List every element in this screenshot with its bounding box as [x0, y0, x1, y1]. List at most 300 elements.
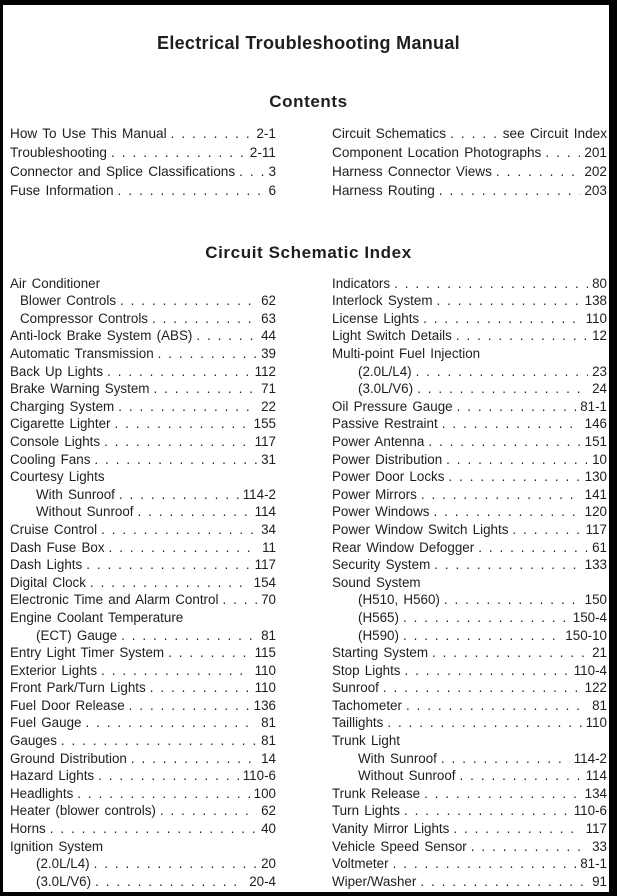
index-row	[332, 838, 607, 856]
entry-label: (ECT) Gauge	[36, 627, 118, 643]
dot-leader	[61, 732, 257, 750]
entry-label: Engine Coolant Temperature	[10, 609, 184, 625]
index-row	[332, 380, 607, 398]
dot-leader	[394, 275, 588, 293]
dot-leader	[441, 750, 570, 768]
entry-label: Indicators	[332, 275, 391, 291]
dot-leader	[448, 468, 580, 486]
dot-leader	[104, 433, 251, 451]
dot-leader	[86, 556, 250, 574]
entry-page: 23	[592, 363, 607, 379]
entry-label: Cooling Fans	[10, 451, 91, 467]
entry-label: Charging System	[10, 398, 115, 414]
index-row	[332, 714, 607, 732]
entry-page: 117	[254, 433, 276, 449]
entry-page: 81	[261, 733, 276, 749]
entry-page: 110	[254, 662, 276, 678]
dot-leader	[94, 855, 257, 873]
entry-label: Stop Lights	[332, 662, 401, 678]
index-row	[10, 802, 276, 820]
entry-label: With Sunroof	[36, 486, 115, 502]
toc-row	[10, 144, 276, 163]
index-row	[332, 802, 607, 820]
entry-page: 110-6	[242, 768, 276, 784]
dot-leader	[101, 521, 257, 539]
entry-page: 20-4	[249, 873, 276, 889]
dot-leader	[478, 539, 588, 557]
index-row	[10, 345, 276, 363]
entry-page: 81	[261, 715, 276, 731]
entry-label: Power Antenna	[332, 433, 425, 449]
dot-leader	[417, 380, 588, 398]
entry-label: Multi-point Fuel Injection	[332, 346, 481, 361]
dot-leader	[107, 363, 251, 381]
dot-leader	[50, 820, 257, 838]
entry-page: 12	[592, 328, 607, 344]
entry-page: 81-1	[580, 856, 607, 872]
contents-heading: Contents	[269, 92, 348, 111]
entry-page: 138	[584, 293, 607, 309]
entry-label: Gauges	[10, 733, 57, 749]
dot-leader	[239, 163, 264, 182]
dot-leader	[406, 697, 588, 715]
entry-page: 202	[584, 163, 607, 179]
dot-leader	[444, 591, 581, 609]
dot-leader	[471, 838, 588, 856]
index-row	[10, 785, 276, 803]
entry-label: Power Window Switch Lights	[332, 521, 509, 537]
index-row	[10, 767, 276, 785]
index-row	[10, 292, 276, 310]
entry-page: 110-4	[573, 662, 607, 678]
entry-page: 63	[261, 310, 276, 326]
page-title: Electrical Troubleshooting Manual	[157, 33, 460, 53]
entry-label: Console Lights	[10, 433, 101, 449]
entry-page: 81-1	[580, 398, 607, 414]
dot-leader	[432, 644, 588, 662]
entry-page: 10	[592, 451, 607, 467]
entry-label: Component Location Photographs	[332, 144, 542, 160]
entry-label: (3.0L/V6)	[358, 381, 414, 397]
entry-label: Vehicle Speed Sensor	[332, 838, 467, 854]
entry-page: 155	[253, 416, 276, 432]
entry-page: 14	[261, 750, 276, 766]
dot-leader	[439, 182, 581, 201]
entry-label: Security System	[332, 557, 431, 573]
entry-page: 115	[254, 645, 276, 661]
dot-leader	[383, 679, 581, 697]
entry-label: Rear Window Defogger	[332, 539, 475, 555]
entry-page: 110	[254, 680, 276, 696]
entry-page: 2-1	[256, 126, 276, 141]
entry-page: 154	[253, 574, 276, 590]
entry-label: Voltmeter	[332, 856, 389, 872]
entry-page: 151	[584, 433, 607, 449]
dot-leader	[456, 327, 588, 345]
entry-page: 31	[261, 451, 276, 467]
index-row	[332, 539, 607, 557]
entry-page: 117	[254, 557, 276, 573]
index-row	[10, 327, 276, 345]
dot-leader	[150, 679, 251, 697]
entry-label: Trunk Release	[332, 785, 421, 801]
entry-page: 114-2	[573, 750, 607, 766]
entry-label: Fuel Door Release	[10, 697, 125, 713]
index-row	[10, 521, 276, 539]
entry-page: 134	[584, 785, 607, 801]
entry-label: Turn Lights	[332, 803, 400, 819]
index-row	[332, 363, 607, 381]
dot-leader	[453, 820, 581, 838]
dot-leader	[111, 144, 246, 163]
entry-page: 150-10	[565, 627, 607, 643]
entry-label: Passive Restraint	[332, 416, 438, 432]
index-row	[10, 468, 276, 486]
index-row	[10, 855, 276, 873]
dot-leader	[405, 662, 570, 680]
dot-leader	[421, 486, 581, 504]
dot-leader	[168, 644, 251, 662]
entry-page: 61	[592, 539, 607, 555]
index-row	[10, 380, 276, 398]
index-row	[10, 732, 276, 750]
entry-label: (H590)	[358, 627, 399, 643]
entry-label: Ignition System	[10, 838, 104, 854]
entry-label: Power Distribution	[332, 451, 443, 467]
dot-leader	[446, 451, 588, 469]
toc-row	[332, 125, 607, 144]
dot-leader	[121, 627, 257, 645]
entry-label: Exterior Lights	[10, 662, 98, 678]
entry-page: 110	[585, 310, 607, 326]
dot-leader	[171, 125, 253, 144]
entry-page: 114-2	[242, 486, 276, 502]
index-row	[10, 609, 276, 627]
dot-leader	[109, 539, 259, 557]
entry-label: Harness Routing	[332, 182, 435, 198]
entry-label: Oil Pressure Gauge	[332, 398, 453, 414]
dot-leader	[387, 714, 581, 732]
dot-leader	[129, 697, 250, 715]
dot-leader	[403, 609, 569, 627]
dot-leader	[512, 521, 581, 539]
entry-label: Fuel Gauge	[10, 715, 82, 731]
index-row	[10, 486, 276, 504]
entry-page: 114	[254, 504, 276, 520]
entry-page: 91	[592, 873, 607, 889]
dot-leader	[442, 415, 581, 433]
dot-leader	[423, 310, 582, 328]
entry-label: Connector and Splice Classifications	[10, 163, 236, 179]
entry-label: Hazard Lights	[10, 768, 95, 784]
entry-page: 130	[584, 469, 607, 485]
index-heading: Circuit Schematic Index	[205, 242, 412, 262]
index-row	[10, 310, 276, 328]
index-row	[332, 398, 607, 416]
entry-label: Power Door Locks	[332, 469, 445, 485]
entry-label: Automatic Transmission	[10, 346, 154, 361]
entry-page: 70	[261, 592, 276, 608]
entry-label: Electronic Time and Alarm Control	[10, 592, 219, 608]
entry-page: 117	[585, 521, 607, 537]
entry-label: Vanity Mirror Lights	[332, 821, 450, 837]
index-row	[332, 310, 607, 328]
entry-label: License Lights	[332, 310, 420, 326]
entry-page: 62	[261, 293, 276, 309]
entry-label: Interlock System	[332, 293, 433, 309]
entry-label: Cruise Control	[10, 521, 98, 537]
entry-label: Harness Connector Views	[332, 163, 492, 179]
entry-page: 33	[592, 838, 607, 854]
entry-label: Cigarette Lighter	[10, 416, 111, 432]
entry-page: 3	[268, 163, 276, 179]
index-row	[332, 627, 607, 645]
dot-leader	[160, 802, 257, 820]
dot-leader	[222, 591, 257, 609]
index-row	[10, 574, 276, 592]
index-row	[332, 679, 607, 697]
entry-page: 62	[261, 803, 276, 819]
entry-label: With Sunroof	[358, 750, 437, 766]
entry-page: 146	[584, 416, 607, 432]
index-row	[332, 820, 607, 838]
entry-page: 81	[261, 627, 276, 643]
entry-label: Light Switch Details	[332, 328, 452, 344]
dot-leader	[101, 662, 251, 680]
toc-row	[10, 182, 276, 201]
contents-section	[10, 125, 607, 201]
index-section	[10, 275, 607, 891]
entry-page: 71	[261, 381, 276, 397]
entry-label: Sunroof	[332, 680, 379, 696]
entry-page: 39	[261, 346, 276, 361]
entry-label: Power Mirrors	[332, 486, 417, 502]
toc-row	[332, 163, 607, 182]
index-row	[10, 697, 276, 715]
dot-leader	[94, 451, 257, 469]
dot-leader	[115, 415, 250, 433]
index-row	[332, 556, 607, 574]
dot-leader	[95, 873, 245, 891]
index-row	[332, 415, 607, 433]
entry-page: 22	[261, 398, 276, 414]
entry-label: Without Sunroof	[358, 768, 456, 784]
dot-leader	[152, 310, 257, 328]
entry-label: Horns	[10, 821, 46, 837]
index-row	[332, 591, 607, 609]
index-row	[10, 539, 276, 557]
index-row	[10, 275, 276, 293]
toc-row	[10, 163, 276, 182]
index-row	[332, 345, 607, 363]
entry-page: 150	[584, 592, 607, 608]
entry-page: 201	[584, 144, 607, 160]
dot-leader	[496, 163, 580, 182]
entry-label: Without Sunroof	[36, 504, 134, 520]
index-row	[332, 767, 607, 785]
entry-label: Back Up Lights	[10, 363, 104, 379]
entry-page: 117	[585, 821, 607, 837]
index-row	[10, 433, 276, 451]
entry-page: see Circuit Index	[502, 126, 607, 141]
index-row	[10, 451, 276, 469]
index-row	[10, 503, 276, 521]
dot-leader	[98, 767, 239, 785]
index-row	[10, 415, 276, 433]
entry-page: 11	[262, 539, 276, 555]
index-row	[10, 644, 276, 662]
index-row	[332, 521, 607, 539]
dot-leader	[158, 345, 257, 363]
entry-label: Trunk Light	[332, 733, 400, 749]
index-row	[332, 644, 607, 662]
entry-label: Anti-lock Brake System (ABS)	[10, 328, 193, 344]
entry-page: 112	[254, 363, 276, 379]
index-row	[332, 785, 607, 803]
entry-label: Air Conditioner	[10, 275, 101, 291]
entry-label: Entry Light Timer System	[10, 645, 165, 661]
entry-label: (2.0L/L4)	[36, 856, 90, 872]
contents-left-column	[10, 125, 276, 201]
entry-label: Brake Warning System	[10, 381, 150, 397]
entry-page: 110-6	[573, 803, 607, 819]
entry-label: Heater (blower controls)	[10, 803, 156, 819]
entry-label: (H565)	[358, 609, 399, 625]
entry-label: Ground Distribution	[10, 750, 127, 766]
entry-label: Sound System	[332, 574, 421, 590]
dot-leader	[404, 802, 570, 820]
entry-page: 136	[253, 697, 276, 713]
dot-leader	[118, 398, 257, 416]
dot-leader	[118, 182, 265, 201]
entry-page: 150-4	[572, 609, 607, 625]
entry-page: 81	[592, 697, 607, 713]
toc-row	[332, 182, 607, 201]
index-row	[332, 662, 607, 680]
entry-label: (H510, H560)	[358, 592, 440, 608]
entry-page: 120	[584, 504, 607, 520]
index-row	[10, 591, 276, 609]
dot-leader	[138, 503, 251, 521]
entry-page: 133	[584, 557, 607, 573]
index-row	[332, 750, 607, 768]
entry-page: 110	[585, 715, 607, 731]
page-body	[3, 32, 609, 890]
entry-page: 20	[261, 856, 276, 872]
entry-page: 2-11	[249, 144, 276, 160]
entry-page: 114	[585, 768, 607, 784]
dot-leader	[153, 380, 257, 398]
entry-label: Dash Fuse Box	[10, 539, 105, 555]
entry-page: 21	[592, 645, 607, 661]
entry-page: 141	[584, 486, 607, 502]
index-row	[10, 627, 276, 645]
index-row	[332, 732, 607, 750]
entry-label: Digital Clock	[10, 574, 86, 590]
entry-label: Tachometer	[332, 697, 402, 713]
entry-label: Headlights	[10, 785, 74, 801]
dot-leader	[450, 125, 499, 144]
index-row	[332, 574, 607, 592]
index-row	[10, 556, 276, 574]
entry-label: (2.0L/L4)	[358, 363, 412, 379]
index-row	[10, 820, 276, 838]
index-row	[332, 609, 607, 627]
index-row	[10, 363, 276, 381]
entry-label: (3.0L/V6)	[36, 873, 92, 889]
entry-page: 34	[261, 521, 276, 537]
index-row	[332, 697, 607, 715]
entry-label: Blower Controls	[20, 293, 117, 309]
entry-label: Troubleshooting	[10, 144, 107, 160]
dot-leader	[90, 574, 250, 592]
entry-page: 203	[584, 182, 607, 198]
index-row	[332, 433, 607, 451]
dot-leader	[119, 486, 239, 504]
dot-leader	[457, 398, 577, 416]
entry-label: Front Park/Turn Lights	[10, 680, 146, 696]
dot-leader	[120, 292, 257, 310]
entry-label: Dash Lights	[10, 557, 83, 573]
index-row	[10, 679, 276, 697]
index-row	[10, 750, 276, 768]
dot-leader	[420, 873, 588, 891]
entry-label: Starting System	[332, 645, 429, 661]
index-row	[10, 714, 276, 732]
index-left-column	[10, 275, 276, 891]
entry-label: Compressor Controls	[20, 310, 149, 326]
entry-label: Circuit Schematics	[332, 126, 447, 141]
entry-label: Power Windows	[332, 504, 430, 520]
entry-page: 40	[261, 821, 276, 837]
dot-leader	[131, 750, 257, 768]
index-row	[332, 855, 607, 873]
dot-leader	[424, 785, 581, 803]
dot-leader	[545, 144, 580, 163]
entry-label: Taillights	[332, 715, 384, 731]
index-row	[332, 486, 607, 504]
dot-leader	[416, 363, 588, 381]
dot-leader	[85, 714, 257, 732]
dot-leader	[434, 556, 580, 574]
index-row	[332, 451, 607, 469]
index-row	[10, 662, 276, 680]
contents-right-column	[332, 125, 607, 201]
index-row	[10, 398, 276, 416]
entry-label: How To Use This Manual	[10, 126, 167, 141]
index-row	[10, 838, 276, 856]
entry-page: 122	[584, 680, 607, 696]
toc-row	[10, 125, 276, 144]
index-row	[332, 503, 607, 521]
dot-leader	[196, 327, 257, 345]
index-row	[332, 292, 607, 310]
index-row	[332, 327, 607, 345]
index-row	[332, 873, 607, 891]
dot-leader	[428, 433, 580, 451]
entry-label: Wiper/Washer	[332, 873, 417, 889]
entry-page: 44	[261, 328, 276, 344]
toc-row	[332, 144, 607, 163]
entry-page: 100	[253, 785, 276, 801]
dot-leader	[434, 503, 581, 521]
entry-page: 24	[592, 381, 607, 397]
entry-label: Fuse Information	[10, 182, 114, 198]
entry-page: 6	[268, 182, 276, 198]
index-right-column	[332, 275, 607, 891]
dot-leader	[403, 627, 561, 645]
dot-leader	[460, 767, 582, 785]
